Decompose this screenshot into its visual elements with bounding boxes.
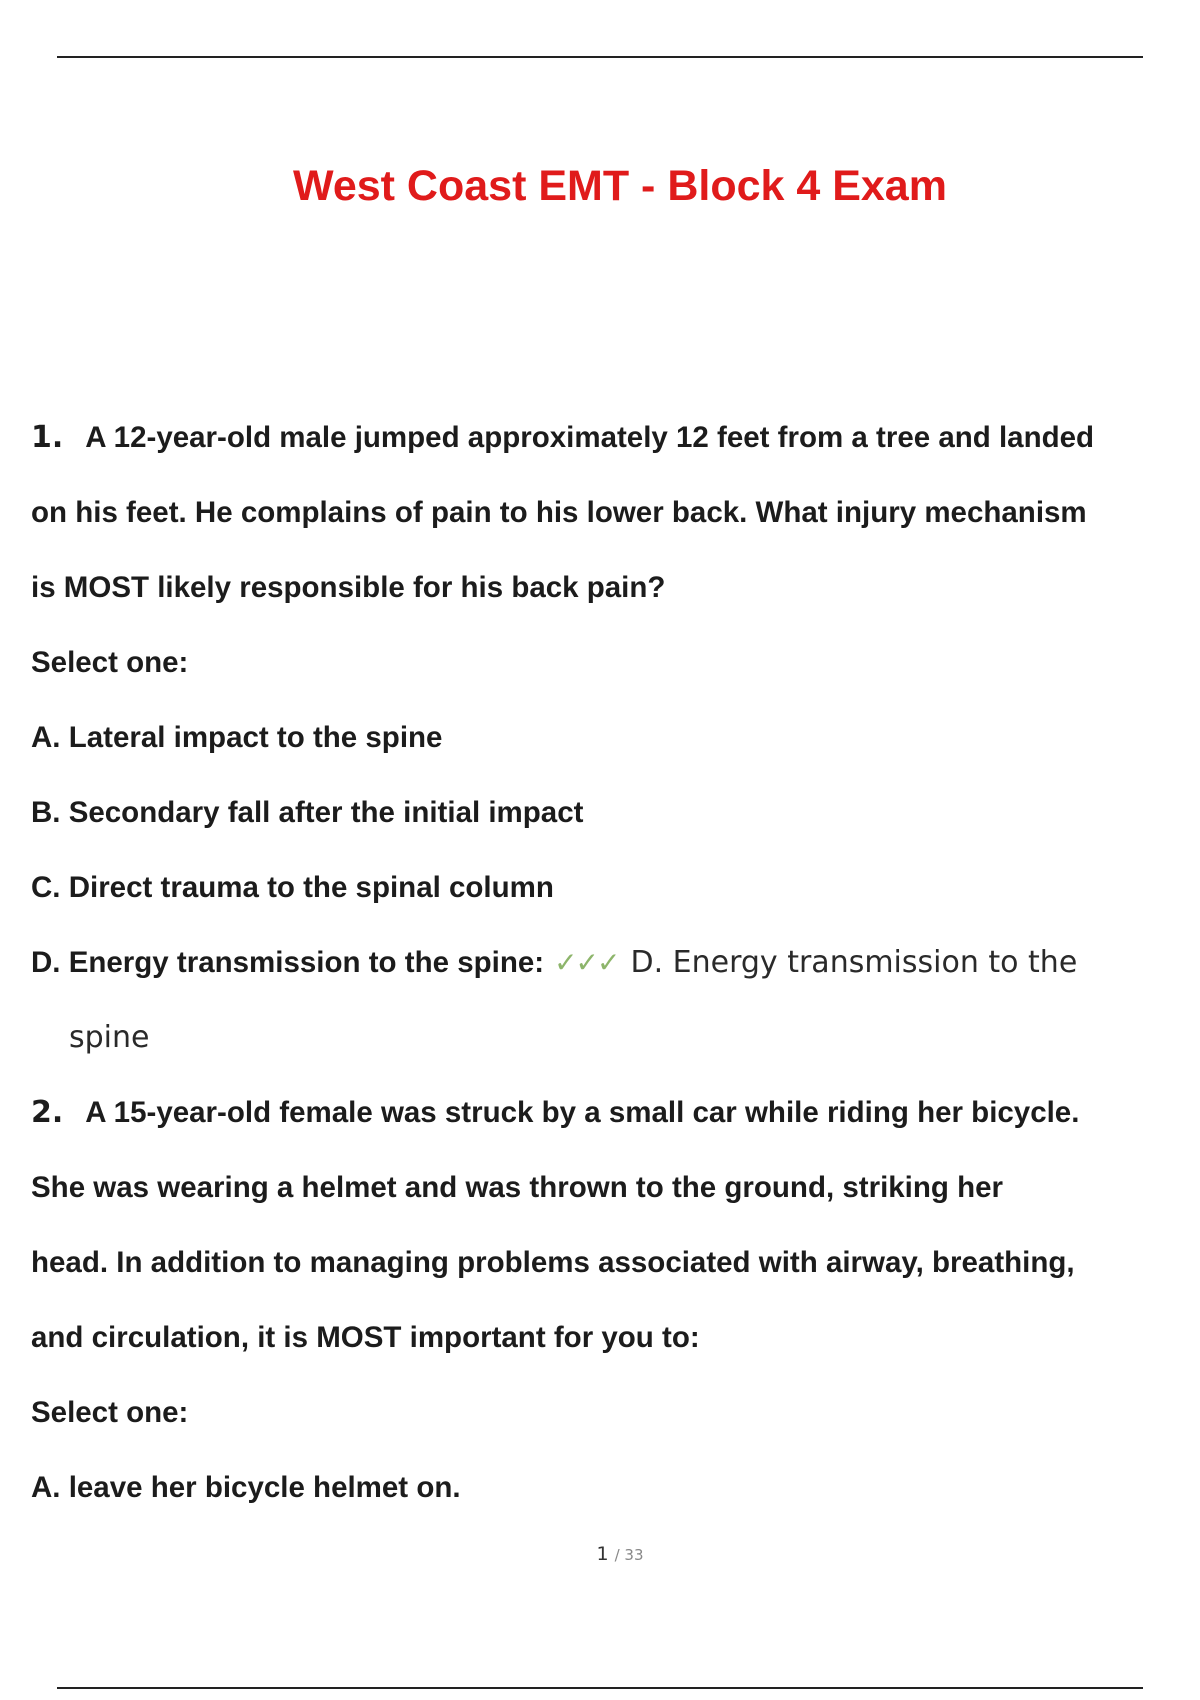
option-a: A. Lateral impact to the spine [31, 721, 443, 754]
question-1 [31, 400, 1191, 1075]
select-one-label: Select one: [31, 1396, 189, 1429]
question-number: 2. [31, 1095, 64, 1130]
question-content [31, 400, 1191, 1525]
question-2 [31, 1075, 1191, 1525]
correct-answer-text-cont: spine [69, 1020, 150, 1055]
option-b: B. Secondary fall after the initial impact [31, 796, 584, 829]
question-text: A 15-year-old female was struck by a small car while riding her bicycle. [85, 1096, 1080, 1129]
question-2-line-3: head. In addition to managing problems associated with airway, breathing, [31, 1246, 1075, 1279]
page-number [0, 1543, 1200, 1565]
question-1-line-3: is MOST likely responsible for his back pain? [31, 571, 666, 604]
option-a: A. leave her bicycle helmet on. [31, 1471, 461, 1504]
question-1-line-1 [31, 400, 1191, 475]
question-2-line-1 [31, 1075, 1191, 1150]
correct-answer-continuation [31, 1000, 1191, 1075]
bottom-rule [57, 1687, 1143, 1689]
option-d-label: D. Energy transmission to the spine: [31, 946, 545, 979]
page-total: / 33 [614, 1546, 644, 1564]
correct-answer-text: D. Energy transmission to the [630, 945, 1078, 980]
option-d [31, 925, 1191, 1000]
page-current: 1 [596, 1543, 609, 1565]
question-1-line-2: on his feet. He complains of pain to his lower back. What injury mechanism [31, 496, 1087, 529]
question-2-line-4: and circulation, it is MOST important for you to: [31, 1321, 700, 1354]
question-number: 1. [31, 420, 64, 455]
checkmark-icon: ✓✓✓ [554, 946, 619, 979]
document-title: West Coast EMT - Block 4 Exam [293, 162, 947, 210]
option-c: C. Direct trauma to the spinal column [31, 871, 554, 904]
select-one-label: Select one: [31, 646, 189, 679]
question-2-line-2: She was wearing a helmet and was thrown to the ground, striking her [31, 1171, 1004, 1204]
question-text: A 12-year-old male jumped approximately 12 feet from a tree and landed [85, 421, 1095, 454]
top-rule [57, 56, 1143, 58]
